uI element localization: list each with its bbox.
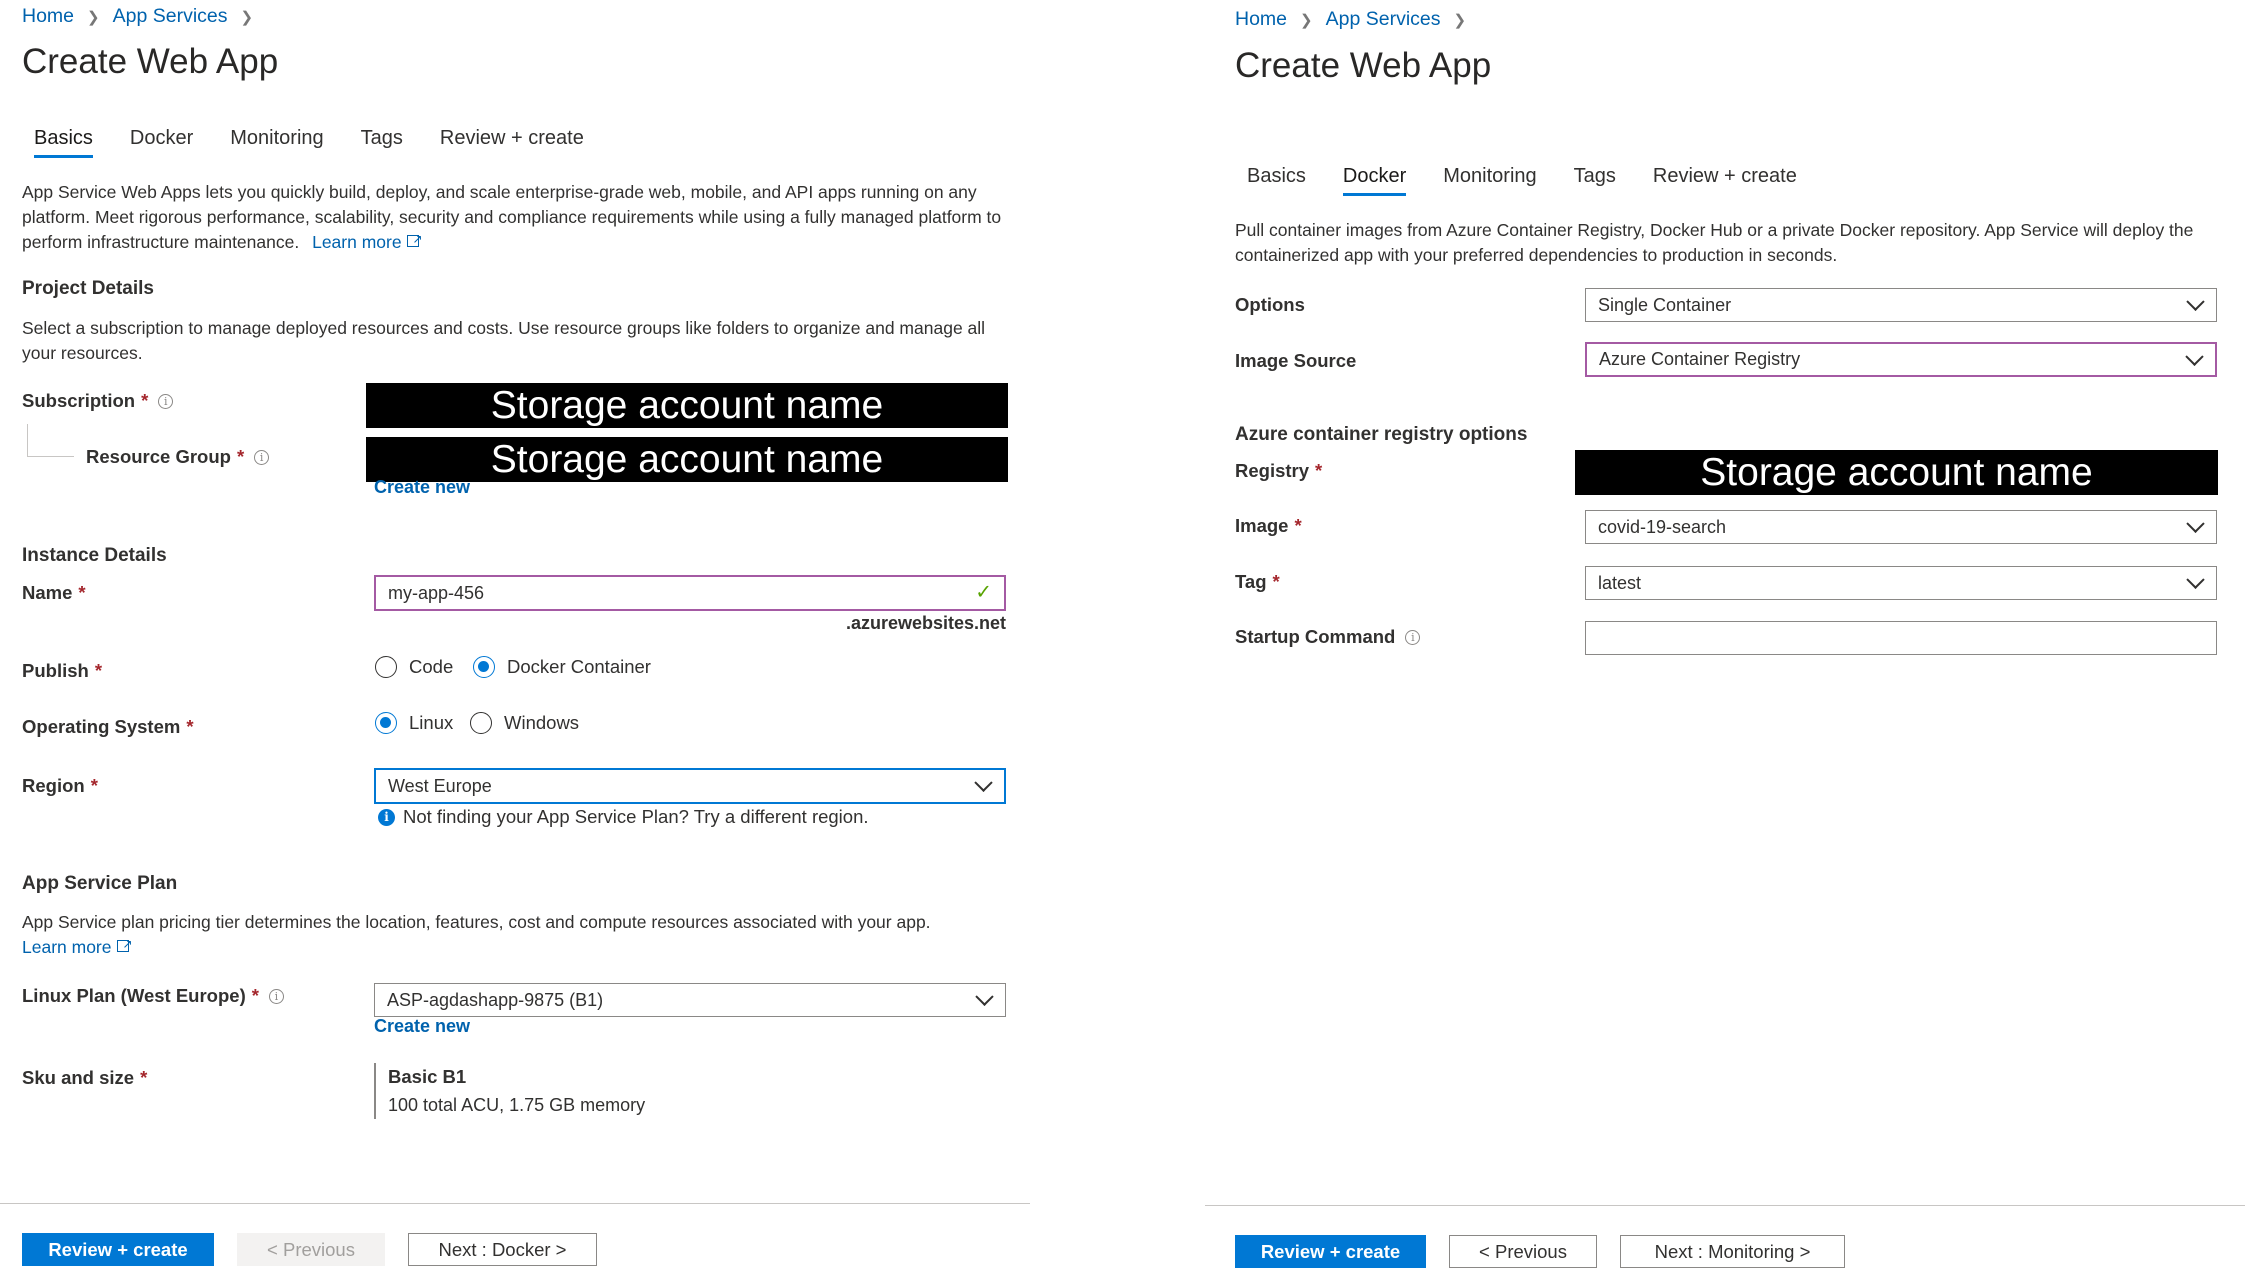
publish-docker-radio[interactable] (473, 656, 651, 678)
tag-select[interactable] (1585, 566, 2217, 600)
docker-intro: Pull container images from Azure Container Registry, Docker Hub or a private Docker repository. App Service will deploy the containerized app with your preferred dependencies to production in seconds. (1235, 220, 2194, 265)
radio-unselected-icon (375, 656, 397, 678)
tab-monitoring[interactable]: Monitoring (230, 127, 324, 149)
learn-more-link[interactable]: Learn more (312, 232, 402, 252)
registry-select[interactable]: Storage account name (1575, 450, 2218, 495)
page-title: Create Web App (1235, 46, 1492, 85)
required-asterisk: * (78, 582, 86, 603)
publish-code-radio[interactable] (375, 656, 453, 678)
required-asterisk: * (236, 446, 245, 467)
previous-button[interactable]: < Previous (1449, 1235, 1597, 1268)
footer-divider (0, 1203, 1030, 1204)
publish-label-text: Publish (22, 660, 89, 681)
region-select[interactable] (374, 768, 1006, 804)
info-icon[interactable]: i (158, 394, 173, 409)
checkmark-icon: ✓ (975, 581, 992, 604)
options-select-value: Single Container (1598, 294, 1732, 315)
os-linux-label: Linux (409, 712, 454, 733)
info-icon[interactable]: i (254, 450, 269, 465)
breadcrumb-app-services[interactable]: App Services (112, 5, 228, 27)
resource-group-label (86, 446, 269, 468)
startup-command-input[interactable] (1585, 621, 2217, 655)
region-label (22, 775, 98, 797)
sku-description: 100 total ACU, 1.75 GB memory (388, 1095, 646, 1115)
registry-label-text: Registry (1235, 460, 1310, 481)
chevron-down-icon (975, 988, 993, 1006)
resource-group-select[interactable]: Storage account name (366, 437, 1008, 482)
tag-label-text: Tag (1235, 571, 1267, 592)
breadcrumb-chevron-icon: ❯ (1300, 11, 1313, 29)
startup-command-label (1235, 626, 1420, 648)
intro-description: App Service Web Apps lets you quickly build, deploy, and scale enterprise-grade web, mobile, and API apps running on any platform. Meet rigorous performance, scalability, security and compliance requirements while using a fully managed platform to perform infrastructure maintenance. (22, 182, 1002, 252)
tab-monitoring[interactable]: Monitoring (1443, 165, 1537, 187)
next-monitoring-button[interactable]: Next : Monitoring > (1620, 1235, 1845, 1268)
required-asterisk: * (251, 985, 259, 1006)
options-label (1235, 294, 1305, 316)
required-asterisk: * (1294, 515, 1302, 536)
breadcrumb-home[interactable]: Home (1235, 8, 1288, 30)
previous-button[interactable]: < Previous (237, 1233, 385, 1266)
project-details-description: Select a subscription to manage deployed resources and costs. Use resource groups like folders to organize and manage all your resources. (22, 318, 986, 363)
breadcrumb-chevron-icon: ❯ (240, 8, 254, 26)
publish-code-label: Code (409, 656, 454, 677)
region-hint (378, 806, 869, 828)
startup-command-label-text: Startup Command (1235, 626, 1396, 647)
linux-plan-select[interactable] (374, 983, 1006, 1017)
image-select[interactable] (1585, 510, 2217, 544)
image-select-value: covid-19-search (1598, 516, 1727, 537)
domain-suffix: .azurewebsites.net (845, 613, 1006, 633)
tree-connector (27, 424, 74, 457)
resource-group-label-text: Resource Group (86, 446, 231, 467)
sku-summary (374, 1063, 645, 1119)
subscription-select[interactable]: Storage account name (366, 383, 1008, 428)
tag-label (1235, 571, 1280, 593)
operating-system-label (22, 716, 194, 738)
project-details-heading: Project Details (22, 278, 154, 299)
linux-plan-label (22, 985, 284, 1007)
page-title: Create Web App (22, 42, 279, 81)
required-asterisk: * (141, 390, 149, 411)
sku-name: Basic B1 (388, 1066, 467, 1087)
required-asterisk: * (186, 716, 194, 737)
external-link-icon (117, 940, 129, 952)
region-label-text: Region (22, 775, 85, 796)
publish-docker-label: Docker Container (507, 656, 651, 677)
required-asterisk: * (1315, 460, 1323, 481)
name-label (22, 582, 86, 604)
create-web-app-docker-panel (1205, 0, 2249, 1265)
sku-size-label-text: Sku and size (22, 1067, 135, 1088)
intro-text (22, 180, 1012, 255)
image-source-label-text: Image Source (1235, 350, 1357, 371)
app-service-plan-description (22, 910, 1012, 960)
app-service-plan-heading: App Service Plan (22, 873, 178, 894)
name-label-text: Name (22, 582, 73, 603)
tab-review-create[interactable]: Review + create (439, 127, 584, 149)
chevron-down-icon (2186, 515, 2204, 533)
tab-tags[interactable]: Tags (360, 127, 403, 149)
options-label-text: Options (1235, 294, 1305, 315)
tab-bar (34, 127, 621, 158)
tab-docker[interactable]: Docker (1343, 165, 1406, 196)
breadcrumb (1235, 8, 1479, 31)
image-source-select[interactable] (1585, 342, 2217, 377)
tag-select-value: latest (1598, 572, 1642, 593)
tab-bar (1247, 165, 1834, 196)
sku-size-label (22, 1067, 147, 1089)
image-source-label (1235, 350, 1356, 372)
info-icon[interactable]: i (1405, 630, 1420, 645)
learn-more-link[interactable]: Learn more (22, 937, 112, 957)
create-web-app-basics-panel (0, 0, 1030, 1265)
required-asterisk: * (140, 1067, 148, 1088)
review-create-button[interactable]: Review + create (1235, 1235, 1426, 1268)
region-select-value: West Europe (388, 775, 492, 796)
radio-unselected-icon (470, 712, 492, 734)
footer-divider (1205, 1205, 2245, 1206)
region-hint-text: Not finding your App Service Plan? Try a different region. (403, 806, 869, 827)
linux-plan-label-text: Linux Plan (West Europe) (22, 985, 246, 1006)
review-create-button[interactable]: Review + create (22, 1233, 214, 1266)
chevron-down-icon (2185, 347, 2203, 365)
tab-basics[interactable]: Basics (34, 127, 93, 158)
linux-plan-select-value: ASP-agdashapp-9875 (B1) (387, 989, 604, 1010)
chevron-down-icon (2186, 571, 2204, 589)
chevron-down-icon (2186, 293, 2204, 311)
os-windows-radio[interactable] (470, 712, 579, 734)
create-new-plan-link[interactable]: Create new (374, 1016, 471, 1036)
chevron-down-icon (974, 774, 992, 792)
subscription-label (22, 390, 173, 412)
external-link-icon (407, 235, 419, 247)
breadcrumb-chevron-icon: ❯ (87, 8, 100, 26)
name-input-value: my-app-456 (388, 582, 485, 603)
operating-system-label-text: Operating System (22, 716, 181, 737)
instance-details-heading: Instance Details (22, 545, 167, 566)
required-asterisk: * (1272, 571, 1280, 592)
image-label-text: Image (1235, 515, 1289, 536)
subscription-label-text: Subscription (22, 390, 136, 411)
registry-label (1235, 460, 1322, 482)
radio-selected-icon (473, 656, 495, 678)
breadcrumb-home[interactable]: Home (22, 5, 75, 27)
publish-label (22, 660, 102, 682)
name-input[interactable] (374, 575, 1006, 611)
tab-tags[interactable]: Tags (1573, 165, 1616, 187)
info-icon[interactable]: i (269, 989, 284, 1004)
app-service-plan-description-text: App Service plan pricing tier determines the location, features, cost and compute resources associated with your app. (22, 912, 931, 932)
info-filled-icon: i (378, 809, 395, 826)
required-asterisk: * (94, 660, 103, 681)
tab-basics[interactable]: Basics (1247, 165, 1306, 187)
breadcrumb (22, 5, 266, 28)
create-new-resource-group-link[interactable]: Create new (374, 477, 471, 497)
options-select[interactable] (1585, 288, 2217, 322)
breadcrumb-app-services[interactable]: App Services (1325, 8, 1441, 30)
required-asterisk: * (90, 775, 98, 796)
image-label (1235, 515, 1302, 537)
next-docker-button[interactable]: Next : Docker > (408, 1233, 597, 1266)
os-windows-label: Windows (504, 712, 580, 733)
breadcrumb-chevron-icon: ❯ (1453, 11, 1467, 29)
radio-selected-icon (375, 712, 397, 734)
image-source-select-value: Azure Container Registry (1599, 349, 1801, 369)
acr-options-heading: Azure container registry options (1235, 424, 1528, 445)
os-linux-radio[interactable] (375, 712, 453, 734)
tab-review-create[interactable]: Review + create (1652, 165, 1797, 187)
tab-docker[interactable]: Docker (129, 127, 194, 149)
